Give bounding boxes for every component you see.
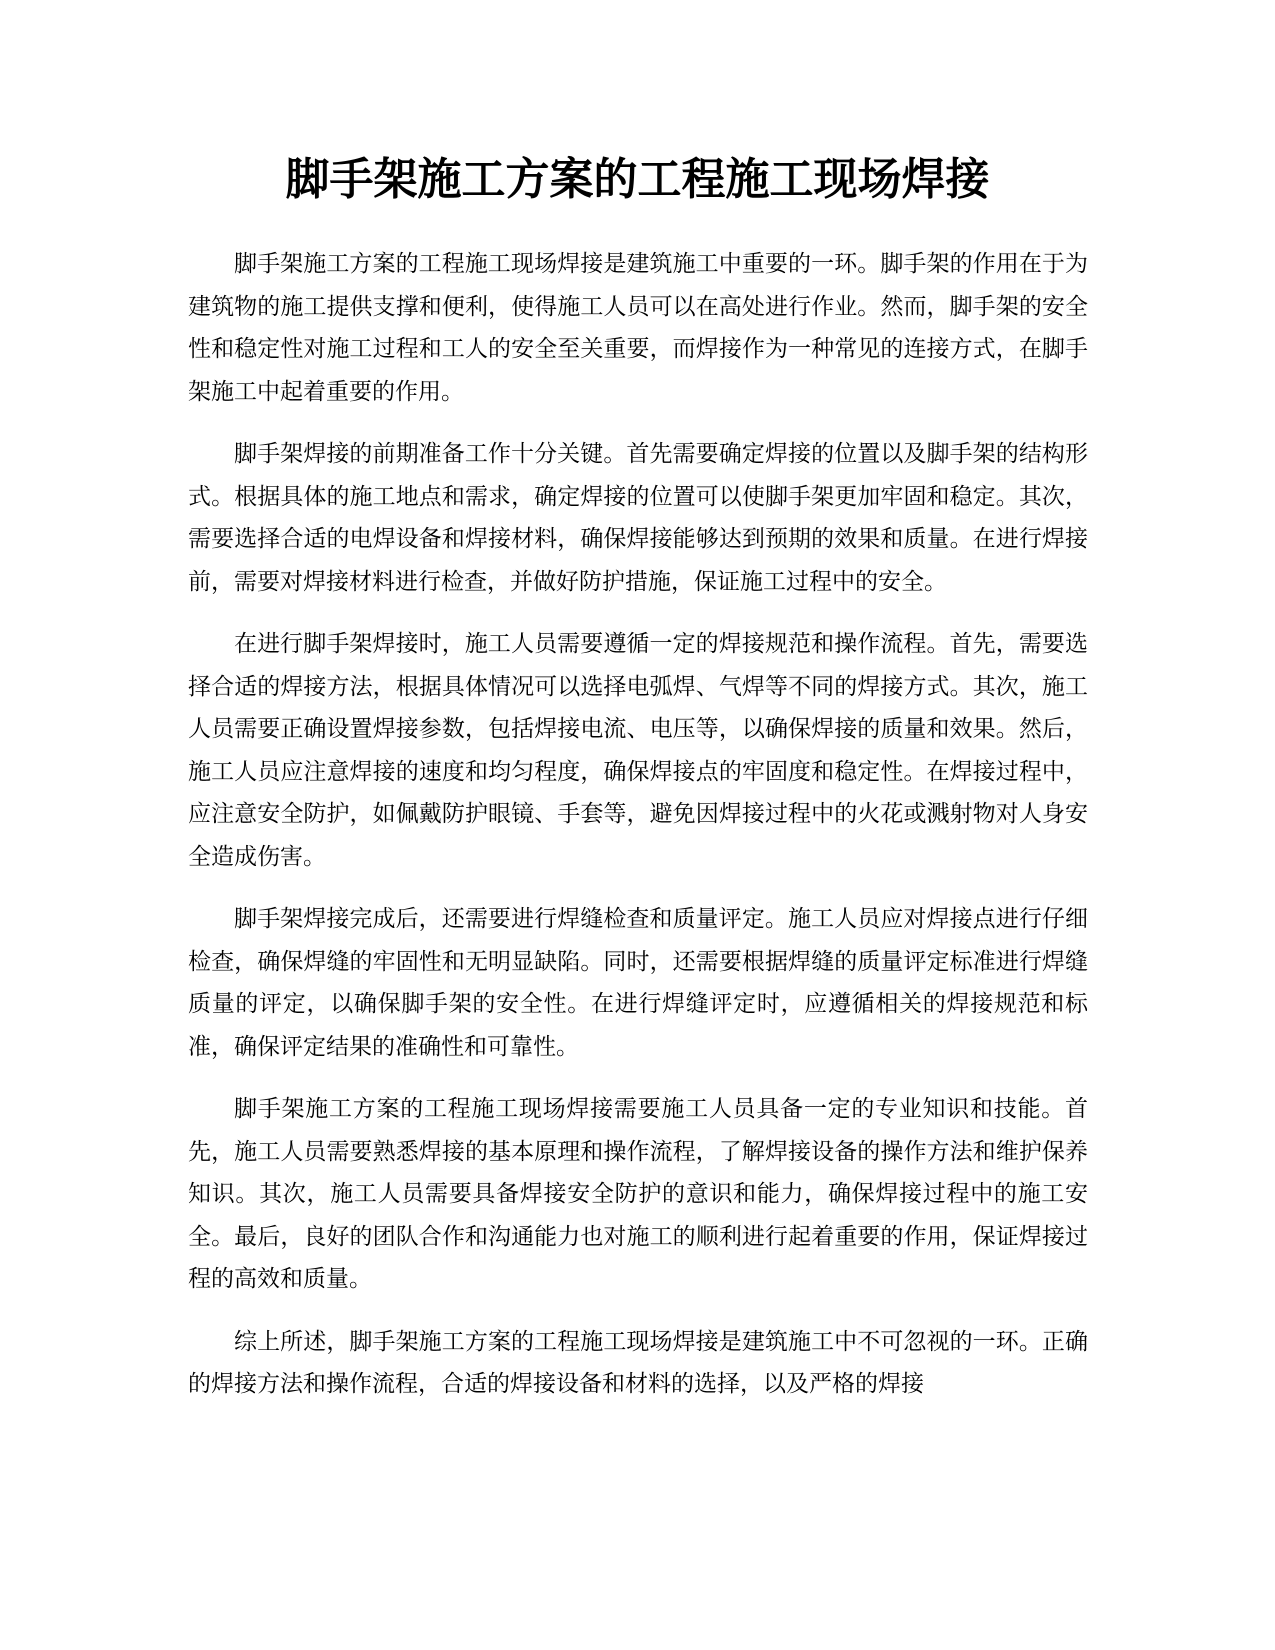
paragraph-preparation: 脚手架焊接的前期准备工作十分关键。首先需要确定焊接的位置以及脚手架的结构形式。根据具体的施工地点和需求，确定焊接的位置可以使脚手架更加牢固和稳定。其次，需要选择合适的电焊设备和焊接材料，确保焊接能够达到预期的效果和质量。在进行焊接前，需要对焊接材料进行检查，并做好防护措施，保证施工过程中的安全。 bbox=[188, 441, 1088, 595]
paragraph-intro: 脚手架施工方案的工程施工现场焊接是建筑施工中重要的一环。脚手架的作用在于为建筑物的施工提供支撑和便利，使得施工人员可以在高处进行作业。然而，脚手架的安全性和稳定性对施工过程和工人的安全至关重要，而焊接作为一种常见的连接方式，在脚手架施工中起着重要的作用。 bbox=[188, 251, 1088, 405]
paragraph-inspection: 脚手架焊接完成后，还需要进行焊缝检查和质量评定。施工人员应对焊接点进行仔细检查，确保焊缝的牢固性和无明显缺陷。同时，还需要根据焊缝的质量评定标准进行焊缝质量的评定，以确保脚手架的安全性。在进行焊缝评定时，应遵循相关的焊接规范和标准，确保评定结果的准确性和可靠性。 bbox=[188, 906, 1088, 1060]
paragraph-skills: 脚手架施工方案的工程施工现场焊接需要施工人员具备一定的专业知识和技能。首先，施工人员需要熟悉焊接的基本原理和操作流程，了解焊接设备的操作方法和维护保养知识。其次，施工人员需要具备焊接安全防护的意识和能力，确保焊接过程中的施工安全。最后，良好的团队合作和沟通能力也对施工的顺利进行起着重要的作用，保证焊接过程的高效和质量。 bbox=[188, 1096, 1088, 1292]
document-body bbox=[188, 243, 1088, 1426]
page-title: 脚手架施工方案的工程施工现场焊接 bbox=[285, 154, 990, 205]
paragraph-procedure: 在进行脚手架焊接时，施工人员需要遵循一定的焊接规范和操作流程。首先，需要选择合适的焊接方法，根据具体情况可以选择电弧焊、气焊等不同的焊接方式。其次，施工人员需要正确设置焊接参数，包括焊接电流、电压等，以确保焊接的质量和效果。然后，施工人员应注意焊接的速度和均匀程度，确保焊接点的牢固度和稳定性。在焊接过程中，应注意安全防护，如佩戴防护眼镜、手套等，避免因焊接过程中的火花或溅射物对人身安全造成伤害。 bbox=[188, 631, 1088, 870]
paragraph-summary: 综上所述，脚手架施工方案的工程施工现场焊接是建筑施工中不可忽视的一环。正确的焊接方法和操作流程，合适的焊接设备和材料的选择，以及严格的焊接 bbox=[188, 1328, 1088, 1397]
